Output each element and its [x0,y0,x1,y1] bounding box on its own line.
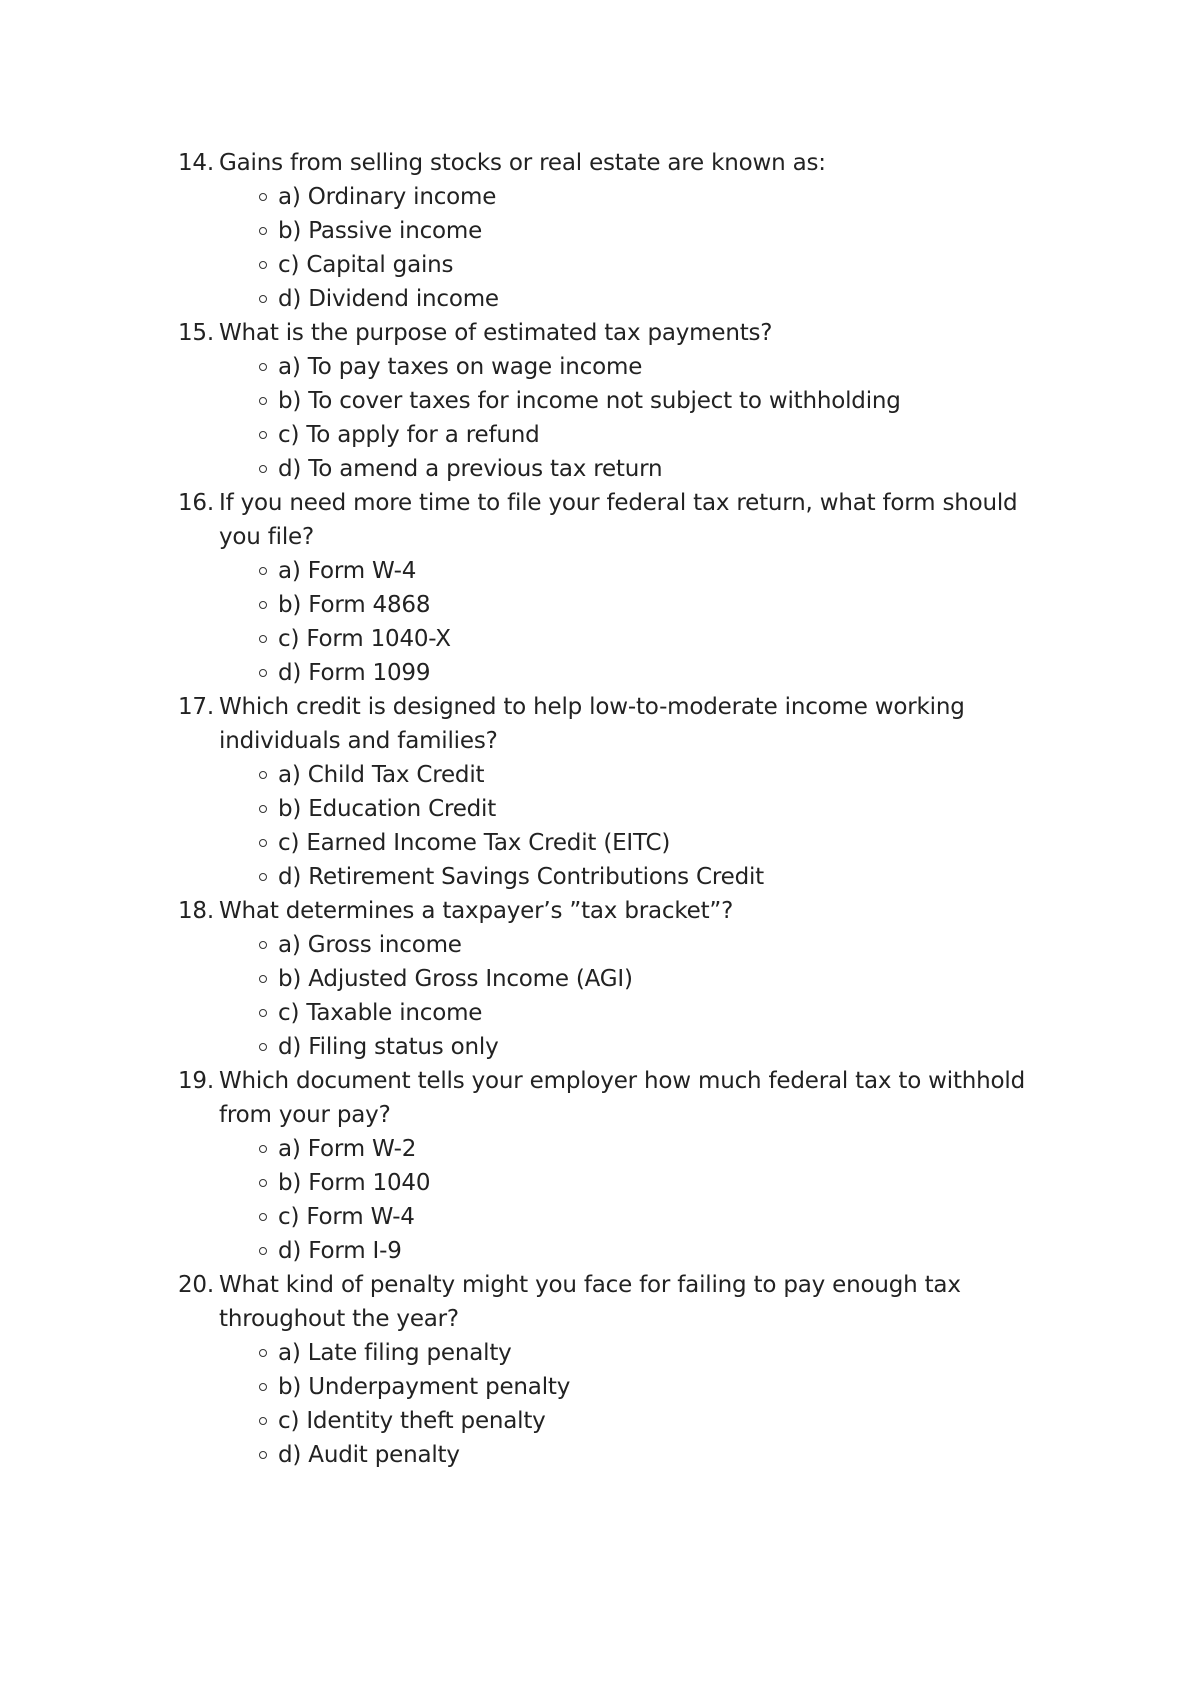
answer-option-text: d) Filing status only [278,1034,499,1060]
answer-option-text: d) Retirement Savings Contributions Credit [278,864,764,890]
answer-option-text: b) To cover taxes for income not subject to withholding [278,388,901,414]
answer-option-text: d) Form 1099 [278,660,431,686]
question-text: What is the purpose of estimated tax payments? [219,320,773,346]
question-text: Which document tells your employer how much federal tax to withhold from your pay? [219,1068,1026,1128]
answer-option-text: a) Child Tax Credit [278,762,485,788]
answer-option [259,180,1058,214]
answer-options [219,928,1058,1064]
hollow-circle-bullet-icon [259,1043,267,1051]
hollow-circle-bullet-icon [259,261,267,269]
answer-option-text: c) Form W-4 [278,1204,415,1230]
hollow-circle-bullet-icon [259,839,267,847]
answer-option [259,588,1058,622]
answer-option-text: a) Gross income [278,932,462,958]
question-number: 15. [178,320,214,346]
answer-option [259,792,1058,826]
question-text: Which credit is designed to help low-to-moderate income working individuals and families? [219,694,965,754]
question-row [178,316,1058,486]
hollow-circle-bullet-icon [259,601,267,609]
hollow-circle-bullet-icon [259,1179,267,1187]
hollow-circle-bullet-icon [259,771,267,779]
answer-option-text: a) Ordinary income [278,184,497,210]
hollow-circle-bullet-icon [259,397,267,405]
answer-option [259,282,1058,316]
question-item [178,1064,1058,1268]
answer-options [219,758,1058,894]
question-body [219,690,1058,894]
answer-option-text: c) Form 1040-X [278,626,451,652]
question-number: 19. [178,1068,214,1094]
question-body [219,146,1058,316]
hollow-circle-bullet-icon [259,227,267,235]
question-body [219,1064,1058,1268]
question-body [219,486,1058,690]
question-row [178,894,1058,1064]
question-item [178,1268,1058,1472]
hollow-circle-bullet-icon [259,805,267,813]
answer-option [259,928,1058,962]
answer-options [219,350,1058,486]
question-number: 18. [178,898,214,924]
question-text: Gains from selling stocks or real estate are known as: [219,150,826,176]
answer-options [219,554,1058,690]
answer-option [259,452,1058,486]
answer-option [259,758,1058,792]
answer-option [259,1030,1058,1064]
answer-option-text: c) Identity theft penalty [278,1408,546,1434]
answer-option-text: a) Late filing penalty [278,1340,512,1366]
question-text: What determines a taxpayer’s ”tax bracket”? [219,898,734,924]
answer-options [219,1132,1058,1268]
question-text: What kind of penalty might you face for failing to pay enough tax throughout the year? [219,1272,961,1332]
question-number: 20. [178,1272,214,1298]
answer-option-text: a) Form W-2 [278,1136,417,1162]
question-text: If you need more time to file your federal tax return, what form should you file? [219,490,1018,550]
answer-option [259,384,1058,418]
question-row [178,1268,1058,1472]
hollow-circle-bullet-icon [259,1349,267,1357]
answer-option-text: d) Audit penalty [278,1442,460,1468]
question-row [178,486,1058,690]
question-list [178,146,1058,1472]
answer-option [259,1336,1058,1370]
hollow-circle-bullet-icon [259,431,267,439]
question-body [219,316,1058,486]
answer-option-text: d) Form I-9 [278,1238,402,1264]
question-item [178,690,1058,894]
answer-option [259,418,1058,452]
answer-option [259,1438,1058,1472]
answer-option [259,1234,1058,1268]
hollow-circle-bullet-icon [259,465,267,473]
question-body [219,894,1058,1064]
answer-option-text: b) Adjusted Gross Income (AGI) [278,966,633,992]
question-row [178,146,1058,316]
question-row [178,1064,1058,1268]
question-number: 17. [178,694,214,720]
answer-option-text: c) Taxable income [278,1000,483,1026]
answer-option [259,1200,1058,1234]
hollow-circle-bullet-icon [259,635,267,643]
hollow-circle-bullet-icon [259,669,267,677]
question-number: 16. [178,490,214,516]
answer-option [259,622,1058,656]
question-item [178,894,1058,1064]
question-row [178,690,1058,894]
answer-option-text: c) Earned Income Tax Credit (EITC) [278,830,671,856]
answer-options [219,1336,1058,1472]
answer-options [219,180,1058,316]
answer-option [259,1370,1058,1404]
answer-option [259,860,1058,894]
question-body [219,1268,1058,1472]
hollow-circle-bullet-icon [259,1417,267,1425]
answer-option [259,1132,1058,1166]
hollow-circle-bullet-icon [259,363,267,371]
hollow-circle-bullet-icon [259,193,267,201]
hollow-circle-bullet-icon [259,295,267,303]
answer-option [259,826,1058,860]
answer-option [259,996,1058,1030]
hollow-circle-bullet-icon [259,1451,267,1459]
answer-option-text: d) To amend a previous tax return [278,456,663,482]
answer-option [259,1404,1058,1438]
hollow-circle-bullet-icon [259,1383,267,1391]
answer-option [259,554,1058,588]
question-item [178,486,1058,690]
answer-option [259,248,1058,282]
answer-option [259,656,1058,690]
answer-option [259,1166,1058,1200]
hollow-circle-bullet-icon [259,941,267,949]
hollow-circle-bullet-icon [259,873,267,881]
answer-option-text: b) Form 4868 [278,592,431,618]
question-item [178,146,1058,316]
hollow-circle-bullet-icon [259,567,267,575]
answer-option [259,214,1058,248]
hollow-circle-bullet-icon [259,1213,267,1221]
answer-option [259,350,1058,384]
answer-option-text: b) Education Credit [278,796,497,822]
answer-option-text: a) Form W-4 [278,558,417,584]
answer-option-text: b) Underpayment penalty [278,1374,571,1400]
hollow-circle-bullet-icon [259,1145,267,1153]
answer-option-text: c) To apply for a refund [278,422,540,448]
question-number: 14. [178,150,214,176]
hollow-circle-bullet-icon [259,1009,267,1017]
answer-option-text: c) Capital gains [278,252,454,278]
answer-option-text: b) Form 1040 [278,1170,431,1196]
question-item [178,316,1058,486]
hollow-circle-bullet-icon [259,975,267,983]
answer-option-text: d) Dividend income [278,286,499,312]
answer-option [259,962,1058,996]
answer-option-text: b) Passive income [278,218,483,244]
hollow-circle-bullet-icon [259,1247,267,1255]
answer-option-text: a) To pay taxes on wage income [278,354,643,380]
